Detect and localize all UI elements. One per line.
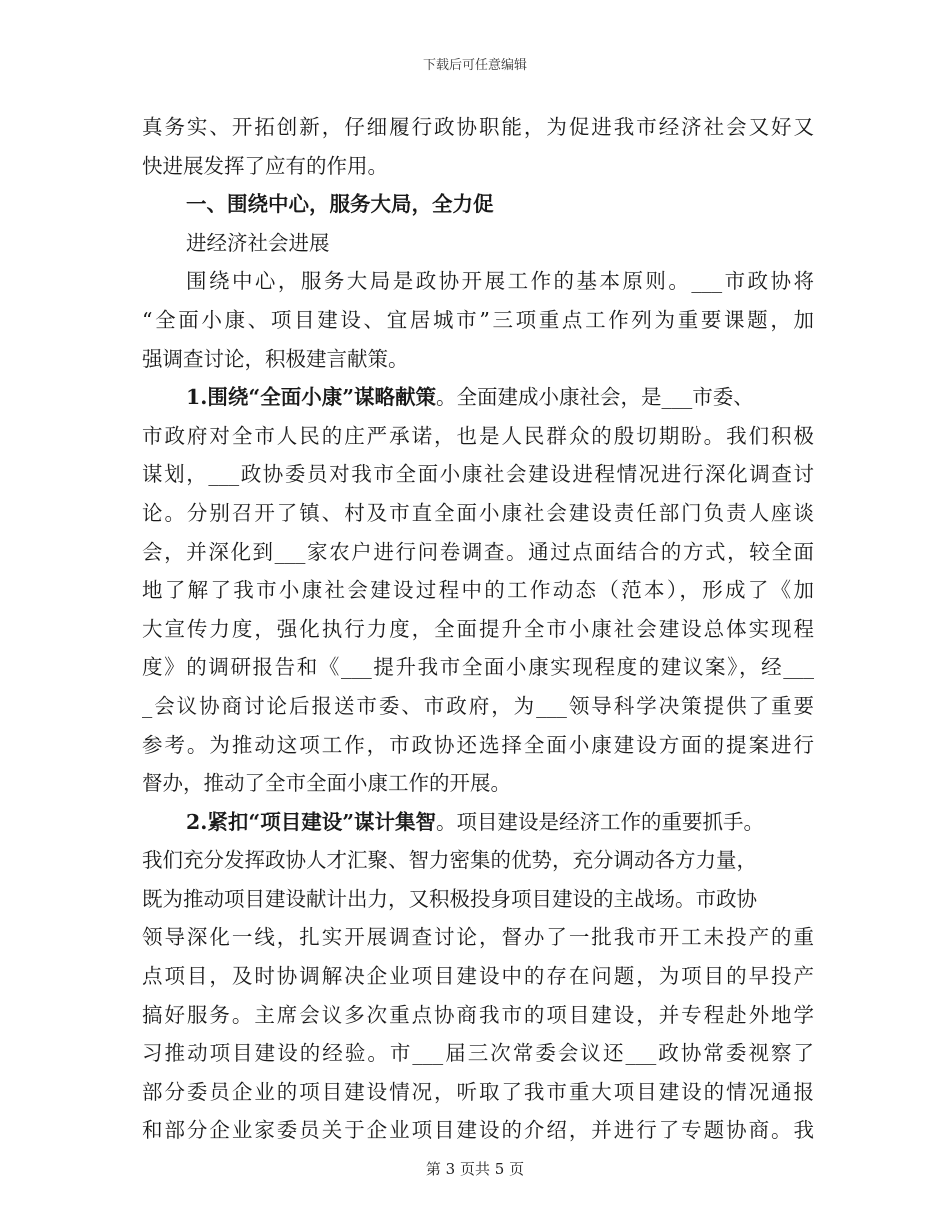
paragraph-line: 领导深化一线，扎实开展调查讨论，督办了一批我市开工未投产的重 xyxy=(142,925,814,950)
subsection-title: 1.围绕“全面小康”谋略献策 xyxy=(186,385,436,410)
paragraph-line: 度》的调研报告和《___提升我市全面小康实现程度的建议案》，经___ xyxy=(142,655,814,680)
paragraph-line: 会，并深化到___家农户进行问卷调查。通过点面结合的方式，较全面 xyxy=(142,539,814,564)
document-body xyxy=(142,108,814,1150)
paragraph-line: 谋划，___政协委员对我市全面小康社会建设进程情况进行深化调查讨 xyxy=(142,462,814,487)
paragraph-line: 既为推动项目建设献计出力，又积极投身项目建设的主战场。市政协 xyxy=(142,886,757,911)
paragraph-line: 我们充分发挥政协人才汇聚、智力密集的优势，充分调动各方力量， xyxy=(142,848,757,873)
paragraph-line: 参考。为推动这项工作，市政协还选择全面小康建设方面的提案进行 xyxy=(142,732,814,757)
paragraph-line: 论。分别召开了镇、村及市直全面小康社会建设责任部门负责人座谈 xyxy=(142,500,814,525)
paragraph-line: 搞好服务。主席会议多次重点协商我市的项目建设，并专程赴外地学 xyxy=(142,1002,814,1027)
subsection-text: 。全面建成小康社会，是___市委、 xyxy=(435,385,754,410)
paragraph-line: 点项目，及时协调解决企业项目建设中的存在问题，为项目的早投产 xyxy=(142,964,814,989)
section-heading-continuation: 进经济社会进展 xyxy=(186,230,330,255)
subsection-text: 。项目建设是经济工作的重要抓手。 xyxy=(435,809,764,834)
subsection-title: 2.紧扣“项目建设”谋计集智 xyxy=(186,809,436,834)
page-header: 下载后可任意编辑 xyxy=(422,58,527,73)
paragraph-line: “全面小康、项目建设、宜居城市”三项重点工作列为重要课题，加 xyxy=(142,307,814,332)
paragraph-line: 和部分企业家委员关于企业项目建设的介绍，并进行了专题协商。我 xyxy=(142,1118,814,1143)
paragraph-line: 大宣传力度，强化执行力度，全面提升全市小康社会建设总体实现程 xyxy=(142,616,814,641)
paragraph-line: 地了解了我市小康社会建设过程中的工作动态（范本），形成了《加 xyxy=(142,578,814,603)
section-heading: 一、围绕中心，服务大局，全力促 xyxy=(186,192,494,217)
subsection-line xyxy=(142,378,814,417)
paragraph-line: 督办，推动了全市全面小康工作的开展。 xyxy=(142,771,511,796)
paragraph-line: _会议协商讨论后报送市委、市政府，为___领导科学决策提供了重要 xyxy=(142,693,814,718)
paragraph-line: 强调查讨论，积极建言献策。 xyxy=(142,346,409,371)
paragraph-line: 快进展发挥了应有的作用。 xyxy=(142,153,388,178)
paragraph-line: 真务实、开拓创新，仔细履行政协职能，为促进我市经济社会又好又 xyxy=(142,115,814,139)
paragraph-line: 习推动项目建设的经验。市___届三次常委会议还___政协常委视察了 xyxy=(142,1041,814,1066)
paragraph-line: 部分委员企业的项目建设情况，听取了我市重大项目建设的情况通报 xyxy=(142,1079,814,1104)
subsection-line xyxy=(142,803,814,842)
paragraph-line: 市政府对全市人民的庄严承诺，也是人民群众的殷切期盼。我们积极 xyxy=(142,423,814,448)
page-footer: 第 3 页共 5 页 xyxy=(425,1160,525,1178)
paragraph-line: 围绕中心，服务大局是政协开展工作的基本原则。___市政协将 xyxy=(186,269,814,294)
